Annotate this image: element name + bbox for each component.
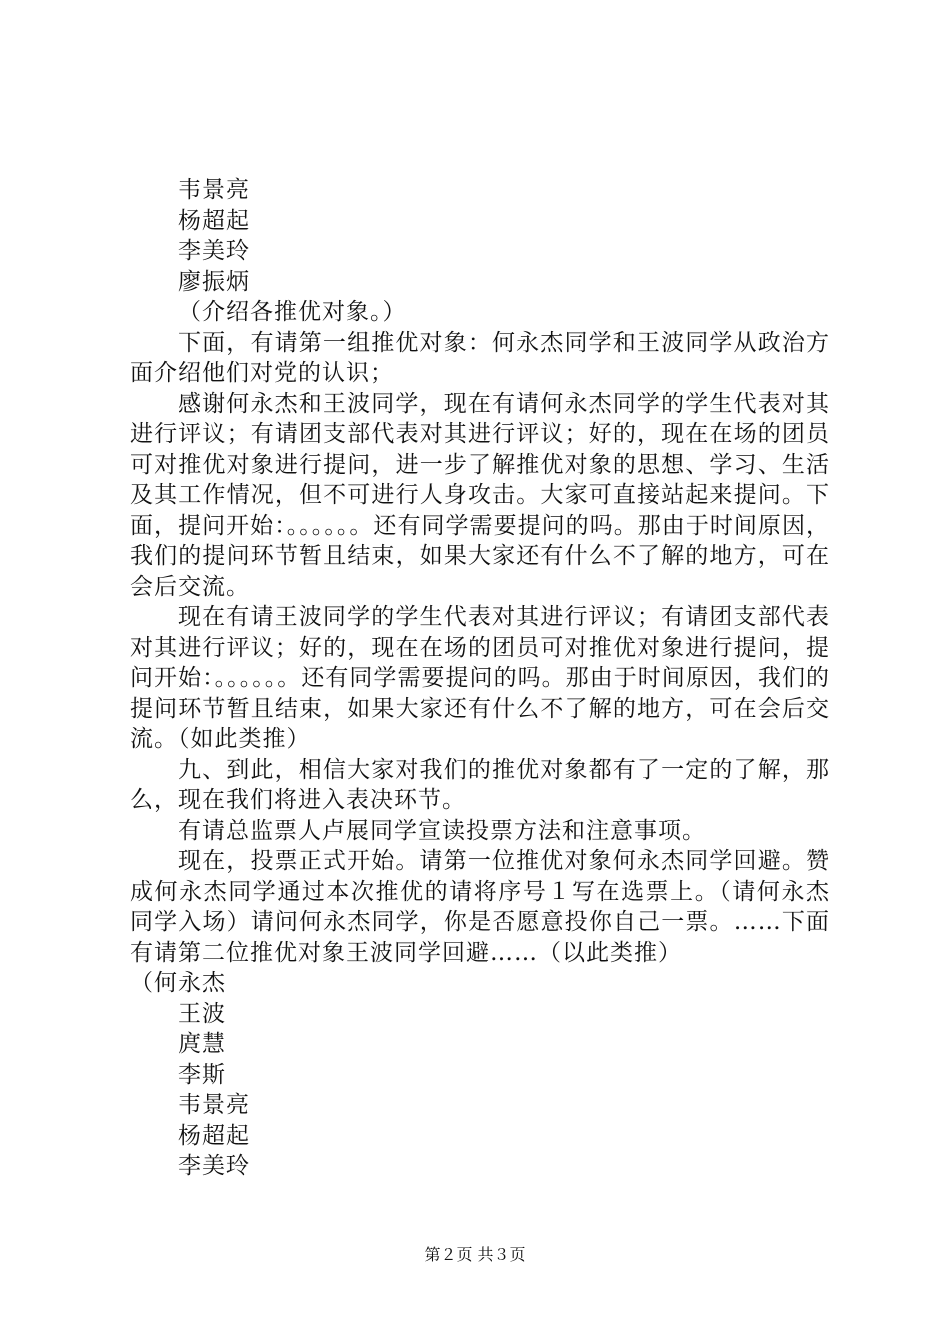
paren-line: （何永杰 [130, 970, 226, 996]
paragraph: 现在，投票正式开始。请第一位推优对象何永杰同学回避。赞成何永杰同学通过本次推优的请将序号１写在选票上。（请何永杰同学入场）请问何永杰同学，你是否愿意投你自己一票。……下面有请第二位推优对象王波同学回避……（以此类推） [130, 848, 830, 966]
list-item: 李斯 [178, 1061, 226, 1088]
list-item: 李美玲 [178, 1153, 250, 1179]
list-item: 庹慧 [178, 1031, 226, 1057]
paragraph: 下面，有请第一组推优对象：何永杰同学和王波同学从政治方面介绍他们对党的认识； [130, 329, 830, 386]
list-item: 杨超起 [178, 207, 250, 234]
page-footer: 第２页 共３页 [424, 1245, 526, 1264]
paragraph: 现在有请王波同学的学生代表对其进行评议；有请团支部代表对其进行评议；好的，现在在场的团员可对推优对象进行提问，提问开始：。。。。。。还有同学需要提问的吗。那由于时间原因，我们的提问环节暂且结束，如果大家还有什么不了解的地方，可在会后交流。（如此类推） [130, 604, 830, 752]
document-body [130, 175, 830, 1182]
intro-note: （介绍各推优对象。） [178, 299, 407, 325]
list-item: 李美玲 [178, 238, 250, 264]
list-item: 王波 [178, 1000, 226, 1027]
list-item: 杨超起 [178, 1122, 250, 1149]
paragraph: 有请总监票人卢展同学宣读投票方法和注意事项。 [178, 817, 706, 844]
paragraph: 九、到此，相信大家对我们的推优对象都有了一定的了解，那么，现在我们将进入表决环节。 [130, 756, 830, 813]
list-item: 韦景亮 [178, 1092, 250, 1118]
list-item: 廖振炳 [178, 268, 250, 295]
list-item: 韦景亮 [178, 177, 250, 203]
paragraph: 感谢何永杰和王波同学，现在有请何永杰同学的学生代表对其进行评议；有请团支部代表对其进行评议；好的，现在在场的团员可对推优对象进行提问，进一步了解推优对象的思想、学习、生活及其工作情况，但不可进行人身攻击。大家可直接站起来提问。下面，提问开始：。。。。。。还有同学需要提问的吗。那由于时间原因，我们的提问环节暂且结束，如果大家还有什么不了解的地方，可在会后交流。 [130, 390, 830, 600]
